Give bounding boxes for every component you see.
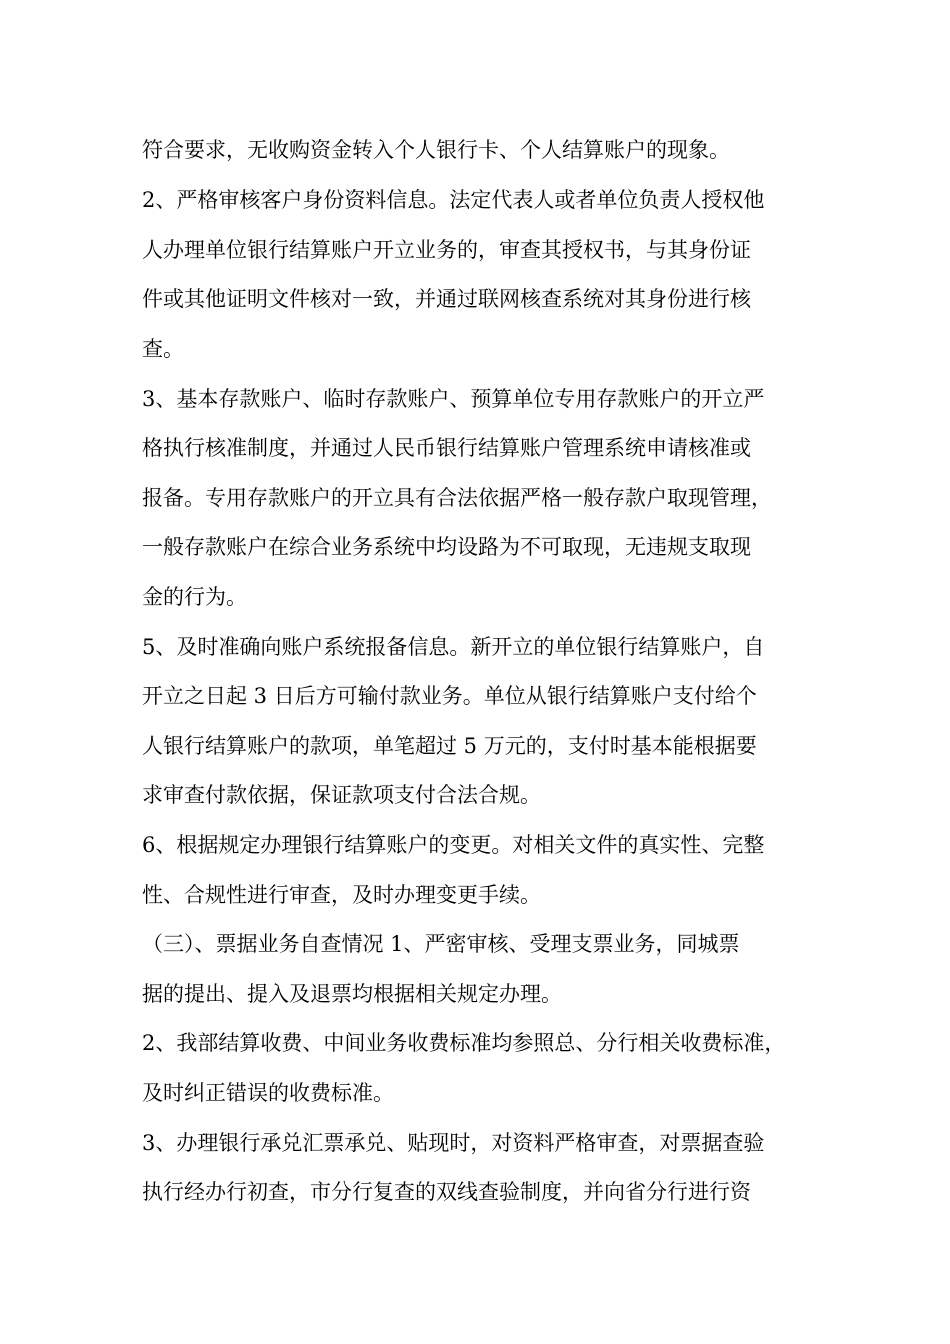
text-line: 报备。专用存款账户的开立具有合法依据严格一般存款户取现管理，	[142, 486, 772, 510]
text-line: 格执行核准制度，并通过人民币银行结算账户管理系统申请核准或	[142, 436, 751, 460]
text-line: 6、根据规定办理银行结算账户的变更。对相关文件的真实性、完整	[142, 833, 765, 857]
text-line: 性、合规性进行审查，及时办理变更手续。	[142, 883, 541, 907]
text-line: （三）、票据业务自查情况 1、严密审核、受理支票业务，同城票	[142, 932, 740, 956]
text-line: 件或其他证明文件核对一致，并通过联网核查系统对其身份进行核	[142, 287, 751, 311]
text-line: 3、基本存款账户、临时存款账户、预算单位专用存款账户的开立严	[142, 387, 765, 411]
text-line: 查。	[142, 337, 184, 361]
text-line: 及时纠正错误的收费标准。	[142, 1081, 394, 1105]
text-line: 5、及时准确向账户系统报备信息。新开立的单位银行结算账户，自	[142, 635, 765, 659]
text-line: 金的行为。	[142, 585, 247, 609]
text-line: 据的提出、提入及退票均根据相关规定办理。	[142, 982, 562, 1006]
text-line: 人办理单位银行结算账户开立业务的，审查其授权书，与其身份证	[142, 238, 751, 262]
text-line: 执行经办行初查，市分行复查的双线查验制度，并向省分行进行资	[142, 1180, 751, 1204]
text-line: 2、我部结算收费、中间业务收费标准均参照总、分行相关收费标准，	[142, 1031, 786, 1055]
text-line: 开立之日起 3 日后方可输付款业务。单位从银行结算账户支付给个	[142, 684, 757, 708]
text-line: 符合要求，无收购资金转入个人银行卡、个人结算账户的现象。	[142, 138, 730, 162]
text-line: 2、严格审核客户身份资料信息。法定代表人或者单位负责人授权他	[142, 188, 765, 212]
text-line: 一般存款账户在综合业务系统中均设路为不可取现，无违规支取现	[142, 535, 751, 559]
text-line: 3、办理银行承兑汇票承兑、贴现时，对资料严格审查，对票据查验	[142, 1131, 765, 1155]
text-line: 求审查付款依据，保证款项支付合法合规。	[142, 783, 541, 807]
text-line: 人银行结算账户的款项，单笔超过 5 万元的，支付时基本能根据要	[142, 734, 757, 758]
